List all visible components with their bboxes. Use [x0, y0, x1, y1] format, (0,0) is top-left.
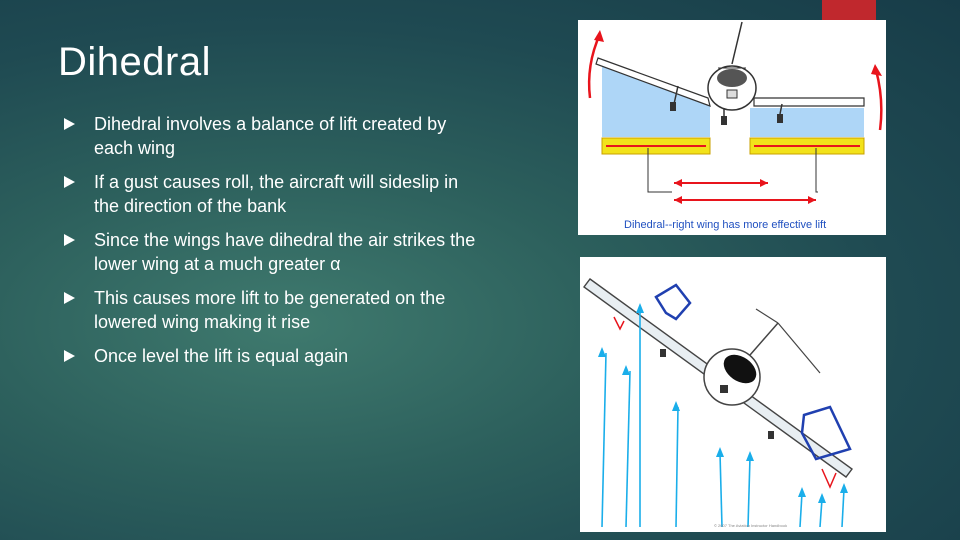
aircraft-banked: [660, 309, 820, 439]
bullet-text: Once level the lift is equal again: [94, 346, 349, 366]
dihedral-front-view-figure: [578, 20, 886, 235]
dihedral-front-view-illustration: [578, 20, 886, 235]
bullet-arrow-icon: [64, 292, 75, 304]
right-sky-block: [750, 108, 864, 137]
bullet-text: If a gust causes roll, the aircraft will sideslip in the direction of the bank: [94, 172, 459, 216]
bullet-item: [64, 112, 484, 160]
accent-bar: [822, 0, 876, 20]
roll-arrow-right: [876, 70, 881, 130]
bullet-arrow-icon: [64, 350, 75, 362]
sideslip-airflow-figure: [580, 257, 886, 532]
bullet-item: [64, 170, 484, 218]
bullet-arrow-icon: [64, 234, 75, 246]
figure-caption-top: Dihedral--right wing has more effective lift: [624, 219, 827, 231]
bullet-item: [64, 228, 484, 276]
bullet-list: [64, 112, 484, 378]
bullet-arrow-icon: [64, 118, 75, 130]
bullet-text: This causes more lift to be generated on the lowered wing making it rise: [94, 288, 446, 332]
bullet-arrow-icon: [64, 176, 75, 188]
bullet-text: Dihedral involves a balance of lift created by each wing: [94, 114, 447, 158]
left-lift-vector: [656, 285, 690, 319]
relative-airflow-lines: [602, 309, 844, 527]
bullet-text: Since the wings have dihedral the air strikes the lower wing at a much greater α: [94, 230, 476, 274]
roll-arrow-left: [589, 34, 600, 98]
slide-title: Dihedral: [58, 40, 211, 84]
sideslip-airflow-illustration: [580, 257, 886, 532]
angle-of-attack-mark-right: [822, 469, 836, 487]
bullet-item: [64, 344, 484, 368]
figure-caption-bottom: © 2007 The Aviation Instructor Handbook: [714, 523, 788, 528]
angle-of-attack-mark-left: [614, 317, 624, 329]
bullet-item: [64, 286, 484, 334]
